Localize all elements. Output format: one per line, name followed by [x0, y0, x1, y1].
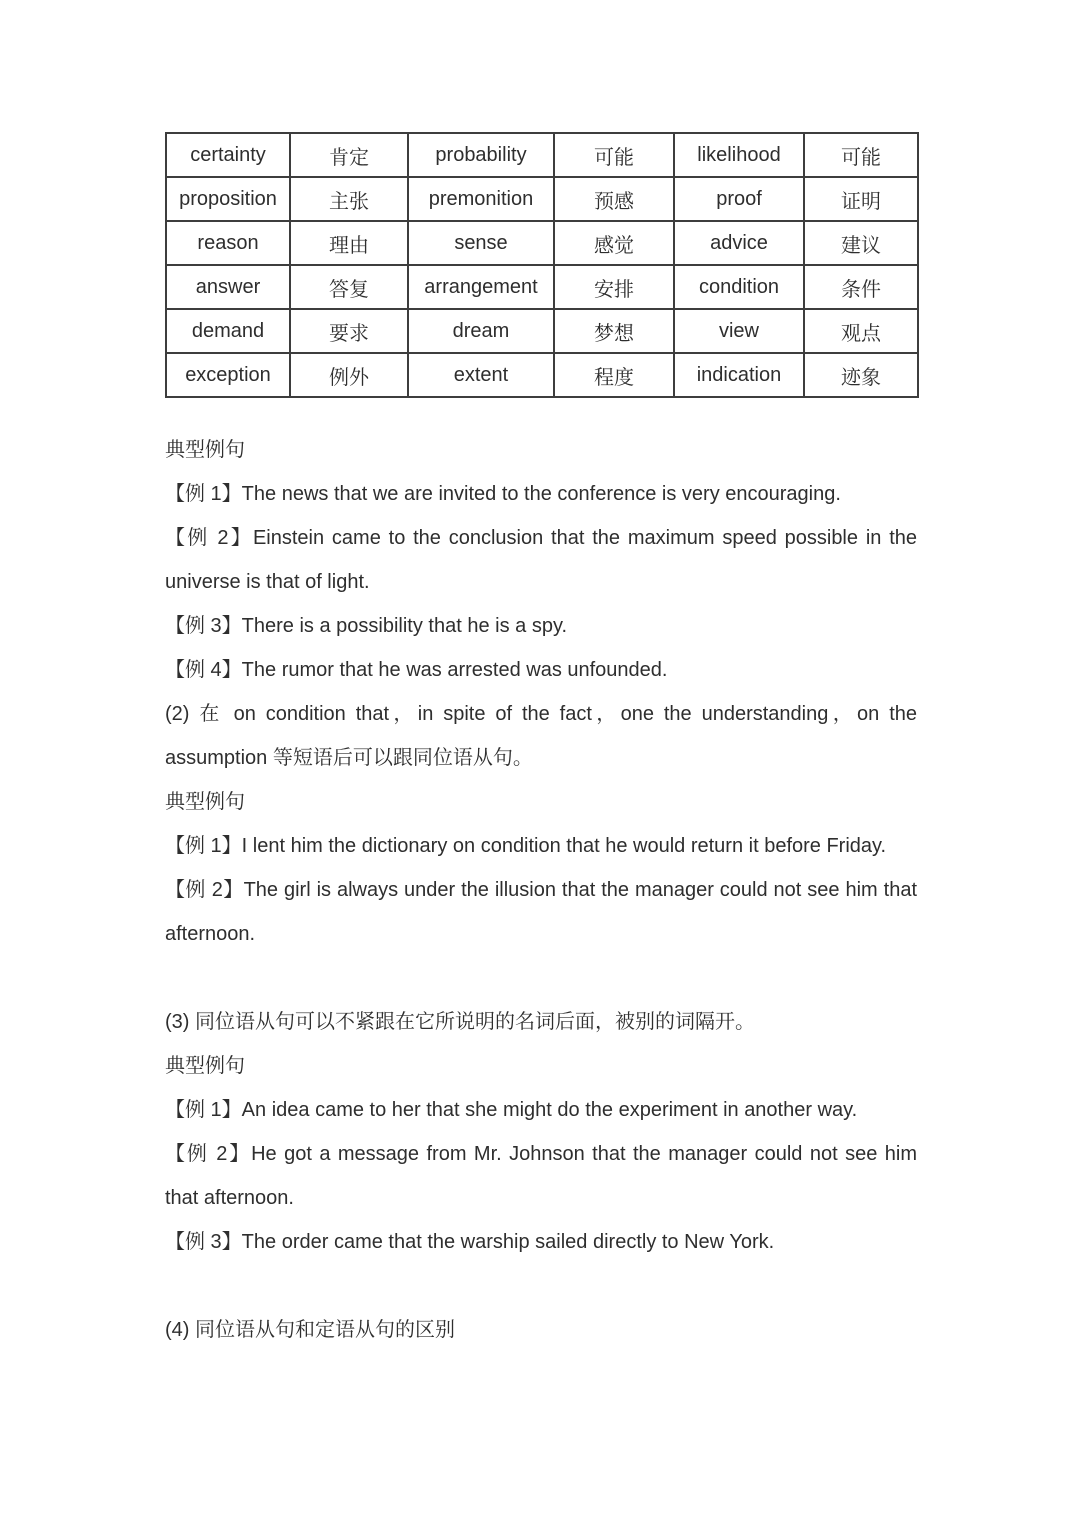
table-cell-en: proof [674, 177, 804, 221]
example-sentence: 【例 4】The rumor that he was arrested was unfounded. [165, 659, 668, 681]
table-cell-en: likelihood [674, 133, 804, 177]
table-cell-zh: 答复 [290, 265, 408, 309]
rule-item: (3) 同位语从句可以不紧跟在它所说明的名词后面，被别的词隔开。 [165, 1011, 755, 1033]
table-cell-zh: 观点 [804, 309, 918, 353]
example-sentence: 【例 1】I lent him the dictionary on condition that he would return it before Friday. [165, 835, 887, 857]
table-row [166, 265, 918, 309]
rule-item: (4) 同位语从句和定语从句的区别 [165, 1319, 455, 1341]
example-sentence: 【例 2】He got a message from Mr. Johnson that the manager could not see him that afternoon. [165, 1143, 917, 1209]
table-cell-zh: 可能 [804, 133, 918, 177]
table-row [166, 133, 918, 177]
table-cell-en: answer [166, 265, 290, 309]
table-cell-en: indication [674, 353, 804, 397]
table-cell-en: sense [408, 221, 554, 265]
table-cell-zh: 感觉 [554, 221, 674, 265]
example-sentence: 【例 2】Einstein came to the conclusion that the maximum speed possible in the universe is that of light. [165, 527, 917, 593]
rule-item: (2) 在 on condition that，in spite of the fact，one the understanding，on the assumption 等短语后可以跟同位语从句。 [165, 703, 917, 769]
example-sentence: 【例 2】The girl is always under the illusion that the manager could not see him that afternoon. [165, 879, 917, 945]
table-cell-en: condition [674, 265, 804, 309]
example-sentence: 【例 3】There is a possibility that he is a spy. [165, 615, 568, 637]
table-cell-zh: 肯定 [290, 133, 408, 177]
table-cell-zh: 主张 [290, 177, 408, 221]
table-cell-zh: 安排 [554, 265, 674, 309]
table-cell-en: reason [166, 221, 290, 265]
table-cell-en: certainty [166, 133, 290, 177]
section-heading: 典型例句 [165, 791, 245, 813]
table-cell-en: advice [674, 221, 804, 265]
table-cell-en: proposition [166, 177, 290, 221]
table-cell-zh: 可能 [554, 133, 674, 177]
example-sentence: 【例 3】The order came that the warship sailed directly to New York. [165, 1231, 775, 1253]
table-row [166, 221, 918, 265]
table-cell-zh: 例外 [290, 353, 408, 397]
vocab-table [165, 132, 919, 398]
table-cell-zh: 程度 [554, 353, 674, 397]
table-cell-en: dream [408, 309, 554, 353]
table-cell-en: view [674, 309, 804, 353]
table-row [166, 353, 918, 397]
table-cell-zh: 梦想 [554, 309, 674, 353]
table-cell-zh: 条件 [804, 265, 918, 309]
table-cell-en: premonition [408, 177, 554, 221]
section-heading: 典型例句 [165, 439, 245, 461]
example-sentence: 【例 1】An idea came to her that she might do the experiment in another way. [165, 1099, 858, 1121]
table-cell-zh: 迹象 [804, 353, 918, 397]
table-cell-en: exception [166, 353, 290, 397]
table-cell-en: extent [408, 353, 554, 397]
table-cell-zh: 证明 [804, 177, 918, 221]
table-cell-zh: 预感 [554, 177, 674, 221]
table-cell-zh: 理由 [290, 221, 408, 265]
table-cell-en: demand [166, 309, 290, 353]
table-cell-zh: 建议 [804, 221, 918, 265]
table-cell-en: arrangement [408, 265, 554, 309]
example-sentence: 【例 1】The news that we are invited to the conference is very encouraging. [165, 483, 841, 505]
section-heading: 典型例句 [165, 1055, 245, 1077]
body-text [165, 428, 917, 1352]
table-cell-en: probability [408, 133, 554, 177]
table-row [166, 309, 918, 353]
table-cell-zh: 要求 [290, 309, 408, 353]
table-row [166, 177, 918, 221]
